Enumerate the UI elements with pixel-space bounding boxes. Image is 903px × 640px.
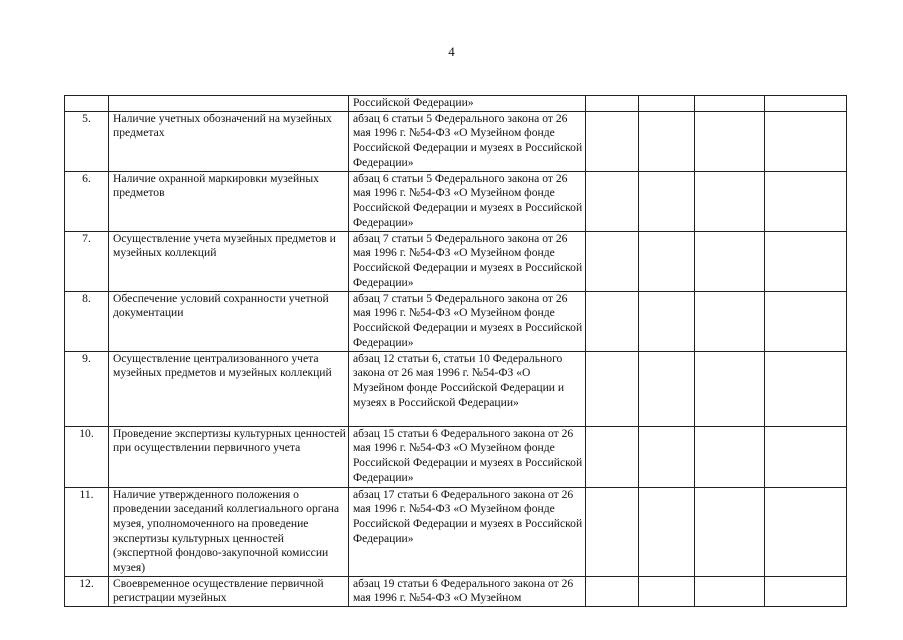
row-number-cell: 5. (65, 111, 109, 171)
legal-reference-cell: Российской Федерации» (349, 96, 586, 112)
answer-no-cell (639, 171, 695, 231)
remarks-cell (765, 96, 847, 112)
table-row (65, 487, 847, 576)
remarks-cell (765, 171, 847, 231)
not-applicable-cell (695, 111, 765, 171)
row-number-cell: 6. (65, 171, 109, 231)
not-applicable-cell (695, 351, 765, 426)
row-number-cell: 9. (65, 351, 109, 426)
not-applicable-cell (695, 231, 765, 291)
remarks-cell (765, 351, 847, 426)
row-number-cell: 12. (65, 576, 109, 606)
not-applicable-cell (695, 96, 765, 112)
answer-no-cell (639, 96, 695, 112)
remarks-cell (765, 576, 847, 606)
legal-reference-cell: абзац 19 статьи 6 Федерального закона от 26 мая 1996 г. №54-ФЗ «О Музейном (349, 576, 586, 606)
table-row (65, 291, 847, 351)
legal-reference-cell: абзац 6 статьи 5 Федерального закона от 26 мая 1996 г. №54-ФЗ «О Музейном фонде Российской Федерации и музеях в Российской Федерации» (349, 171, 586, 231)
requirement-cell: Наличие охранной маркировки музейных предметов (109, 171, 349, 231)
answer-yes-cell (586, 171, 639, 231)
answer-yes-cell (586, 231, 639, 291)
remarks-cell (765, 291, 847, 351)
row-number-cell: 10. (65, 426, 109, 487)
legal-reference-cell: абзац 7 статьи 5 Федерального закона от 26 мая 1996 г. №54-ФЗ «О Музейном фонде Российской Федерации и музеях в Российской Федерации» (349, 231, 586, 291)
table-row (65, 231, 847, 291)
remarks-cell (765, 111, 847, 171)
legal-reference-cell: абзац 15 статьи 6 Федерального закона от 26 мая 1996 г. №54-ФЗ «О Музейном фонде Российской Федерации и музеях в Российской Федерации» (349, 426, 586, 487)
not-applicable-cell (695, 171, 765, 231)
table-row (65, 171, 847, 231)
remarks-cell (765, 426, 847, 487)
legal-reference-cell: абзац 7 статьи 5 Федерального закона от 26 мая 1996 г. №54-ФЗ «О Музейном фонде Российской Федерации и музеях в Российской Федерации» (349, 291, 586, 351)
table-row (65, 426, 847, 487)
legal-reference-cell: абзац 17 статьи 6 Федерального закона от 26 мая 1996 г. №54-ФЗ «О Музейном фонде Российской Федерации и музеях в Российской Федерации» (349, 487, 586, 576)
requirement-cell: Осуществление централизованного учета музейных предметов и музейных коллекций (109, 351, 349, 426)
requirement-cell: Осуществление учета музейных предметов и музейных коллекций (109, 231, 349, 291)
answer-no-cell (639, 426, 695, 487)
requirement-cell: Проведение экспертизы культурных ценностей при осуществлении первичного учета (109, 426, 349, 487)
table-row (65, 576, 847, 606)
not-applicable-cell (695, 576, 765, 606)
answer-no-cell (639, 351, 695, 426)
remarks-cell (765, 487, 847, 576)
answer-yes-cell (586, 111, 639, 171)
requirement-cell: Обеспечение условий сохранности учетной документации (109, 291, 349, 351)
requirement-cell: Наличие учетных обозначений на музейных предметах (109, 111, 349, 171)
answer-no-cell (639, 576, 695, 606)
row-number-cell: 11. (65, 487, 109, 576)
answer-yes-cell (586, 96, 639, 112)
answer-yes-cell (586, 351, 639, 426)
page-number: 4 (448, 44, 455, 59)
row-number-cell: 7. (65, 231, 109, 291)
answer-no-cell (639, 487, 695, 576)
answer-yes-cell (586, 576, 639, 606)
requirement-cell: Наличие утвержденного положения о проведении заседаний коллегиального органа музея, уполномоченного на проведение экспертизы культурных ценностей (экспертной фондово-закупочной комиссии музея) (109, 487, 349, 576)
not-applicable-cell (695, 487, 765, 576)
requirement-cell: Своевременное осуществление первичной регистрации музейных (109, 576, 349, 606)
answer-no-cell (639, 111, 695, 171)
requirements-table (64, 95, 847, 607)
answer-no-cell (639, 231, 695, 291)
row-number-cell (65, 96, 109, 112)
table-row (65, 111, 847, 171)
requirement-cell (109, 96, 349, 112)
answer-yes-cell (586, 426, 639, 487)
answer-no-cell (639, 291, 695, 351)
remarks-cell (765, 231, 847, 291)
not-applicable-cell (695, 291, 765, 351)
table-row (65, 351, 847, 426)
row-number-cell: 8. (65, 291, 109, 351)
table-row (65, 96, 847, 112)
not-applicable-cell (695, 426, 765, 487)
legal-reference-cell: абзац 12 статьи 6, статьи 10 Федерального закона от 26 мая 1996 г. №54-ФЗ «О Музейном фонде Российской Федерации и музеях в Российской Федерации» (349, 351, 586, 426)
answer-yes-cell (586, 487, 639, 576)
answer-yes-cell (586, 291, 639, 351)
legal-reference-cell: абзац 6 статьи 5 Федерального закона от 26 мая 1996 г. №54-ФЗ «О Музейном фонде Российской Федерации и музеях в Российской Федерации» (349, 111, 586, 171)
